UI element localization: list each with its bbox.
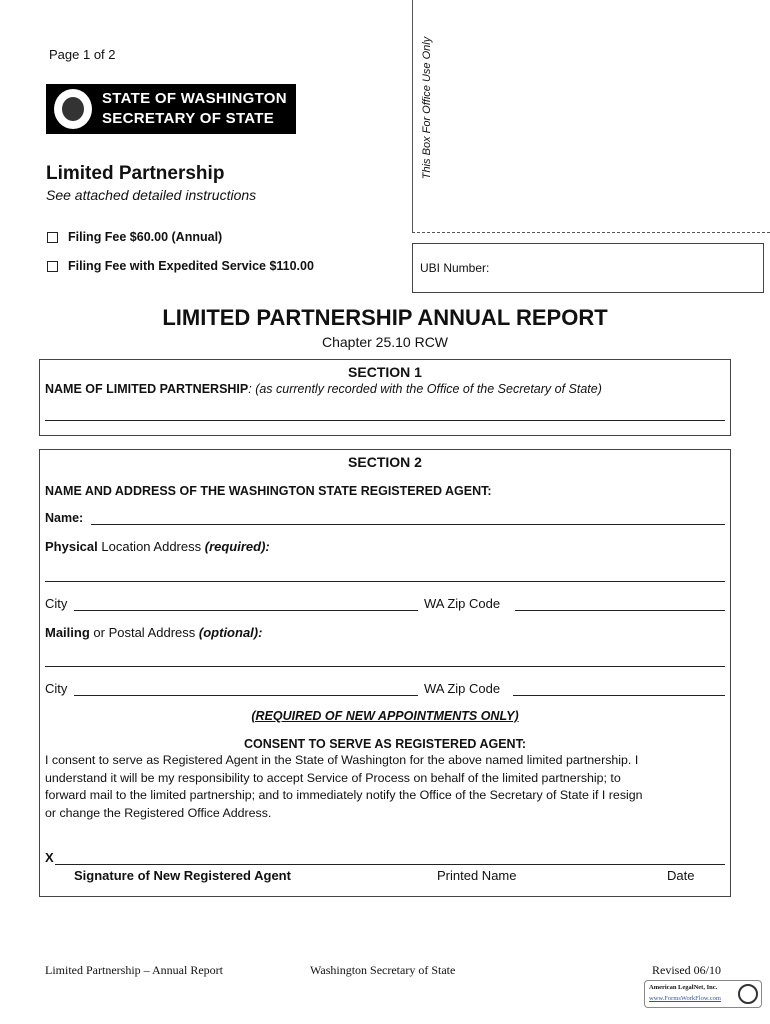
consent-text: I consent to serve as Registered Agent in the State of Washington for the above named limited partnership. I understand it will be my responsibility to accept Service of Process on behalf of the limited partnership; to forward mail to the limited partnership; and to immediately notify the Office of the Secretary of State if I resign or change the Registered Office Address. bbox=[45, 753, 643, 820]
fee-annual-checkbox[interactable] bbox=[47, 232, 58, 243]
wa-zip-label: WA Zip Code bbox=[424, 596, 501, 611]
footer-right: Revised 06/10 bbox=[652, 963, 721, 977]
agent-heading: NAME AND ADDRESS OF THE WASHINGTON STATE REGISTERED AGENT: bbox=[45, 484, 492, 498]
city2-field[interactable] bbox=[74, 695, 418, 696]
signature-line[interactable] bbox=[55, 864, 725, 865]
logo-line-1: STATE OF WASHINGTON bbox=[102, 90, 287, 107]
page-subtitle: Chapter 25.10 RCW bbox=[321, 334, 449, 350]
form-type-heading: Limited Partnership bbox=[46, 163, 225, 184]
footer-left: Limited Partnership – Annual Report bbox=[45, 963, 223, 977]
signature-x-mark: X bbox=[45, 850, 54, 865]
physical-address-field[interactable] bbox=[45, 581, 725, 582]
mailing-address-field[interactable] bbox=[45, 666, 725, 667]
city-label: City bbox=[45, 596, 68, 611]
section-2-heading: SECTION 2 bbox=[348, 454, 422, 470]
required-note: (REQUIRED OF NEW APPOINTMENTS ONLY) bbox=[251, 709, 519, 723]
page-title: LIMITED PARTNERSHIP ANNUAL REPORT bbox=[162, 305, 608, 330]
office-use-box bbox=[412, 0, 770, 233]
ubi-label: UBI Number: bbox=[420, 261, 490, 275]
vendor-logo-icon bbox=[738, 984, 758, 1004]
mailing-address-label: Mailing or Postal Address (optional): bbox=[45, 625, 263, 640]
vendor-url[interactable]: www.FormsWorkFlow.com bbox=[649, 995, 721, 1002]
secretary-of-state-logo bbox=[46, 84, 296, 134]
state-seal-icon bbox=[52, 87, 94, 131]
date-label: Date bbox=[667, 868, 695, 883]
printed-name-label: Printed Name bbox=[437, 868, 517, 883]
city2-label: City bbox=[45, 681, 68, 696]
section-1-heading: SECTION 1 bbox=[348, 364, 422, 380]
fee-expedited-checkbox[interactable] bbox=[47, 261, 58, 272]
wa-zip2-label: WA Zip Code bbox=[424, 681, 501, 696]
office-use-label: This Box For Office Use Only bbox=[421, 36, 433, 180]
section-1-label: NAME OF LIMITED PARTNERSHIP: (as currently recorded with the Office of the Secretary of State) bbox=[45, 382, 602, 396]
fee-annual-label: Filing Fee $60.00 (Annual) bbox=[68, 230, 223, 244]
vendor-badge bbox=[644, 980, 762, 1008]
vendor-name: American LegalNet, Inc. bbox=[649, 984, 718, 991]
footer-center: Washington Secretary of State bbox=[310, 963, 456, 977]
consent-heading: CONSENT TO SERVE AS REGISTERED AGENT: bbox=[244, 737, 526, 751]
zip-code-field[interactable] bbox=[515, 610, 725, 611]
agent-name-field[interactable] bbox=[91, 524, 725, 525]
instructions-note: See attached detailed instructions bbox=[46, 187, 257, 203]
fee-expedited-label: Filing Fee with Expedited Service $110.00 bbox=[68, 259, 314, 273]
page-number: Page 1 of 2 bbox=[49, 47, 116, 62]
logo-line-2: SECRETARY OF STATE bbox=[102, 110, 275, 127]
section-2-box bbox=[39, 449, 731, 897]
agent-name-label: Name: bbox=[45, 511, 84, 525]
partnership-name-field[interactable] bbox=[45, 420, 725, 421]
zip-code2-field[interactable] bbox=[513, 695, 725, 696]
signature-label: Signature of New Registered Agent bbox=[74, 868, 291, 883]
physical-address-label: Physical Location Address (required): bbox=[45, 539, 270, 554]
city-field[interactable] bbox=[74, 610, 418, 611]
